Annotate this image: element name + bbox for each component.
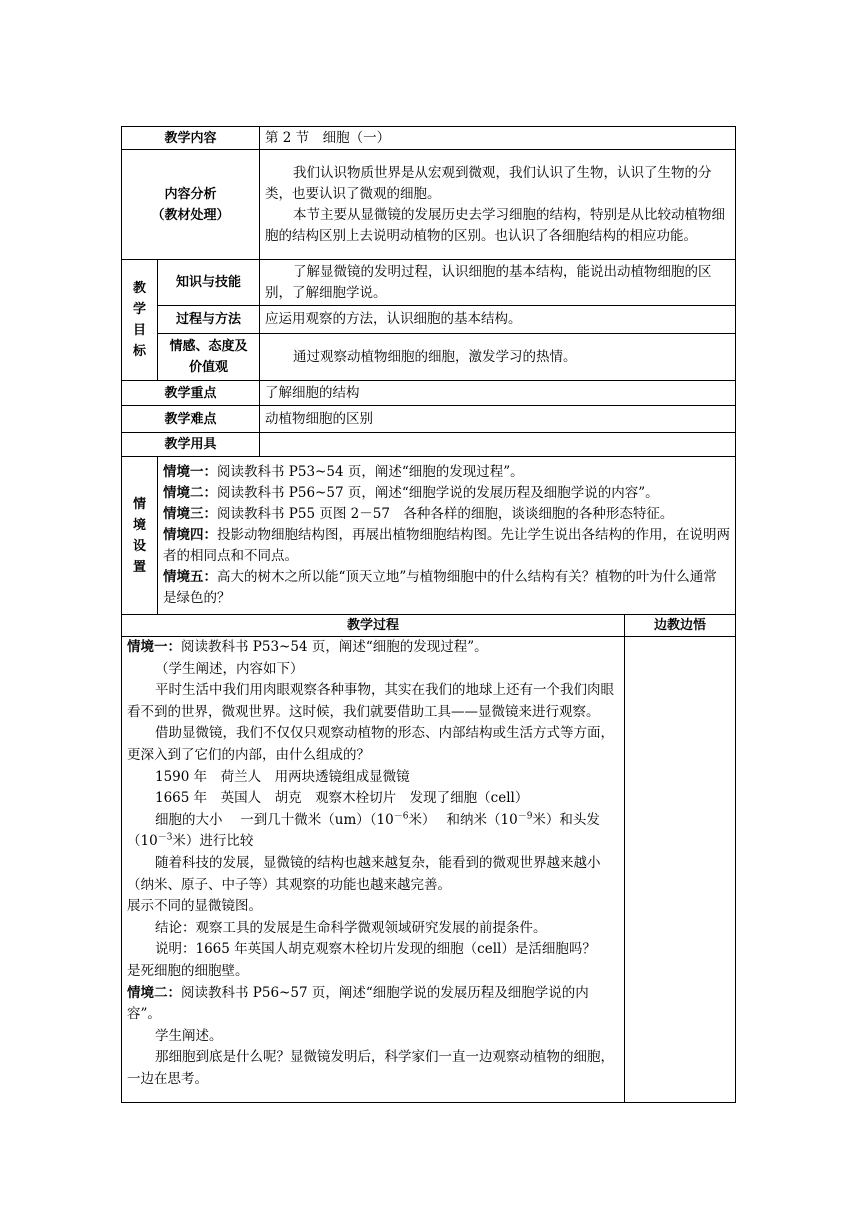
- content-value: 第 2 节 细胞（一）: [260, 127, 736, 150]
- difficulty-row: [122, 406, 736, 433]
- scenario-item: 情境四：投影动物细胞结构图，再展出植物细胞结构图。先让学生说出各结构的作用，在说明两者的相同点和不同点。: [163, 527, 730, 564]
- content-label: 教学内容: [122, 127, 260, 150]
- scenario-item: 情境二：阅读教科书 P56~57 页，阐述“细胞学说的发展历程及细胞学说的内容”。: [163, 485, 659, 501]
- goal-emotion-row: [122, 334, 736, 381]
- knowledge-label: 知识与技能: [158, 260, 260, 306]
- scenario-1-heading: 情境一：阅读教科书 P53~54 页，阐述“细胞的发现过程”。: [127, 639, 488, 655]
- analysis-text: [260, 150, 736, 260]
- scenario-2-heading: 情境二：阅读教科书 P56~57 页，阐述“细胞学说的发展历程及细胞学说的内容”。: [127, 984, 589, 1023]
- scenario-item: 情境五：高大的树木之所以能“顶天立地”与植物细胞中的什么结构有关？植物的叶为什么通常是绿色的？: [163, 569, 717, 606]
- analysis-label: 内容分析 （教材处理）: [122, 150, 260, 260]
- analysis-para-2: 本节主要从显微镜的发展历史去学习细胞的结构，特别是从比较动植物细胞的结构区别上去说明动植物的区别。也认识了各细胞结构的相应功能。: [265, 206, 725, 244]
- side-notes-cell: [625, 637, 736, 1103]
- process-text: 应运用观察的方法，认识细胞的基本结构。: [260, 306, 736, 334]
- tools-label: 教学用具: [122, 433, 260, 457]
- scenario-item: 情境一：阅读教科书 P53~54 页，阐述“细胞的发现过程”。: [163, 464, 524, 480]
- emotion-label: 情感、态度及 价值观: [158, 334, 260, 381]
- process-header: 教学过程: [122, 615, 625, 637]
- process-header-row: [122, 615, 736, 637]
- lesson-plan-table: [121, 126, 736, 1103]
- key-point-value: 了解细胞的结构: [260, 381, 736, 406]
- analysis-para-1: 我们认识物质世界是从宏观到微观，我们认识了生物，认识了生物的分类，也要认识了微观的细胞。: [265, 164, 712, 202]
- process-label: 过程与方法: [158, 306, 260, 334]
- process-body-row: [122, 637, 736, 1103]
- knowledge-text: 了解显微镜的发明过程，认识细胞的基本结构，能说出动植物细胞的区别，了解细胞学说。: [265, 263, 712, 301]
- difficulty-label: 教学难点: [122, 406, 260, 433]
- scenarios-label: 情 境 设 置: [122, 457, 158, 615]
- goal-process-row: [122, 306, 736, 334]
- key-point-row: [122, 381, 736, 406]
- goal-knowledge-row: [122, 260, 736, 306]
- difficulty-value: 动植物细胞的区别: [260, 406, 736, 433]
- tools-row: [122, 433, 736, 457]
- scenario-row: [122, 457, 736, 615]
- analysis-row: [122, 150, 736, 260]
- key-point-label: 教学重点: [122, 381, 260, 406]
- scenario-list: [158, 457, 736, 615]
- side-notes-header: 边教边悟: [625, 615, 736, 637]
- emotion-text: 通过观察动植物细胞的细胞，激发学习的热情。: [293, 348, 577, 365]
- tools-value: [260, 433, 736, 457]
- goals-label: 教 学 目 标: [122, 260, 158, 381]
- scenario-item: 情境三：阅读教科书 P55 页图 2－57 各种各样的细胞，谈谈细胞的各种形态特征。: [163, 506, 674, 522]
- process-body: 情境一：阅读教科书 P53~54 页，阐述“细胞的发现过程”。 （学生阐述，内容如下） 平时生活中我们用肉眼观察各种事物，其实在我们的地球上还有一个我们肉眼看不到的世界，微观世界。这时候，我们就要借助工具——显微镜来进行观察。 借助显微镜，我们不仅仅只观察动植物的形态、内部结构或生活方式等方面，更深入到了它们的内部，由什么组成的？ 1590 年 荷兰人 用两块透镜组成显微镜 1665 年 英国人 胡克 观察木栓切片 发现了细胞（cell） 细胞的大小 一到几十微米$(um)(10^{-6}$米） 和纳米（$10^{-9}$米）和头发（$10^{-3}$米）进行比较 随着科技的发展，显微镜的结构也越来越复杂，能看到的微观世界越来越小（纳米、原子、中子等）其观察的功能也越来越完善。 展示不同的显微镜图。 结论：观察工具的发展是生命科学微观领域研究发展的前提条件。 说明：1665 年英国人胡克观察木栓切片发现的细胞（cell）是活细胞吗？ 是死细胞的细胞壁。 情境二：阅读教科书 P56~57 页，阐述“细胞学说的发展历程及细胞学说的内容”。 学生阐述。 那细胞到底是什么呢？显微镜发明后，科学家们一直一边观察动植物的细胞，一边在思考。: [122, 637, 625, 1103]
- content-row: [122, 127, 736, 150]
- cell-size-line: 细胞的大小 一到几十微米$(um)(10^{-6}$米） 和纳米（$10^{-9}$米）和头发（$10^{-3}$米）进行比较: [127, 811, 600, 850]
